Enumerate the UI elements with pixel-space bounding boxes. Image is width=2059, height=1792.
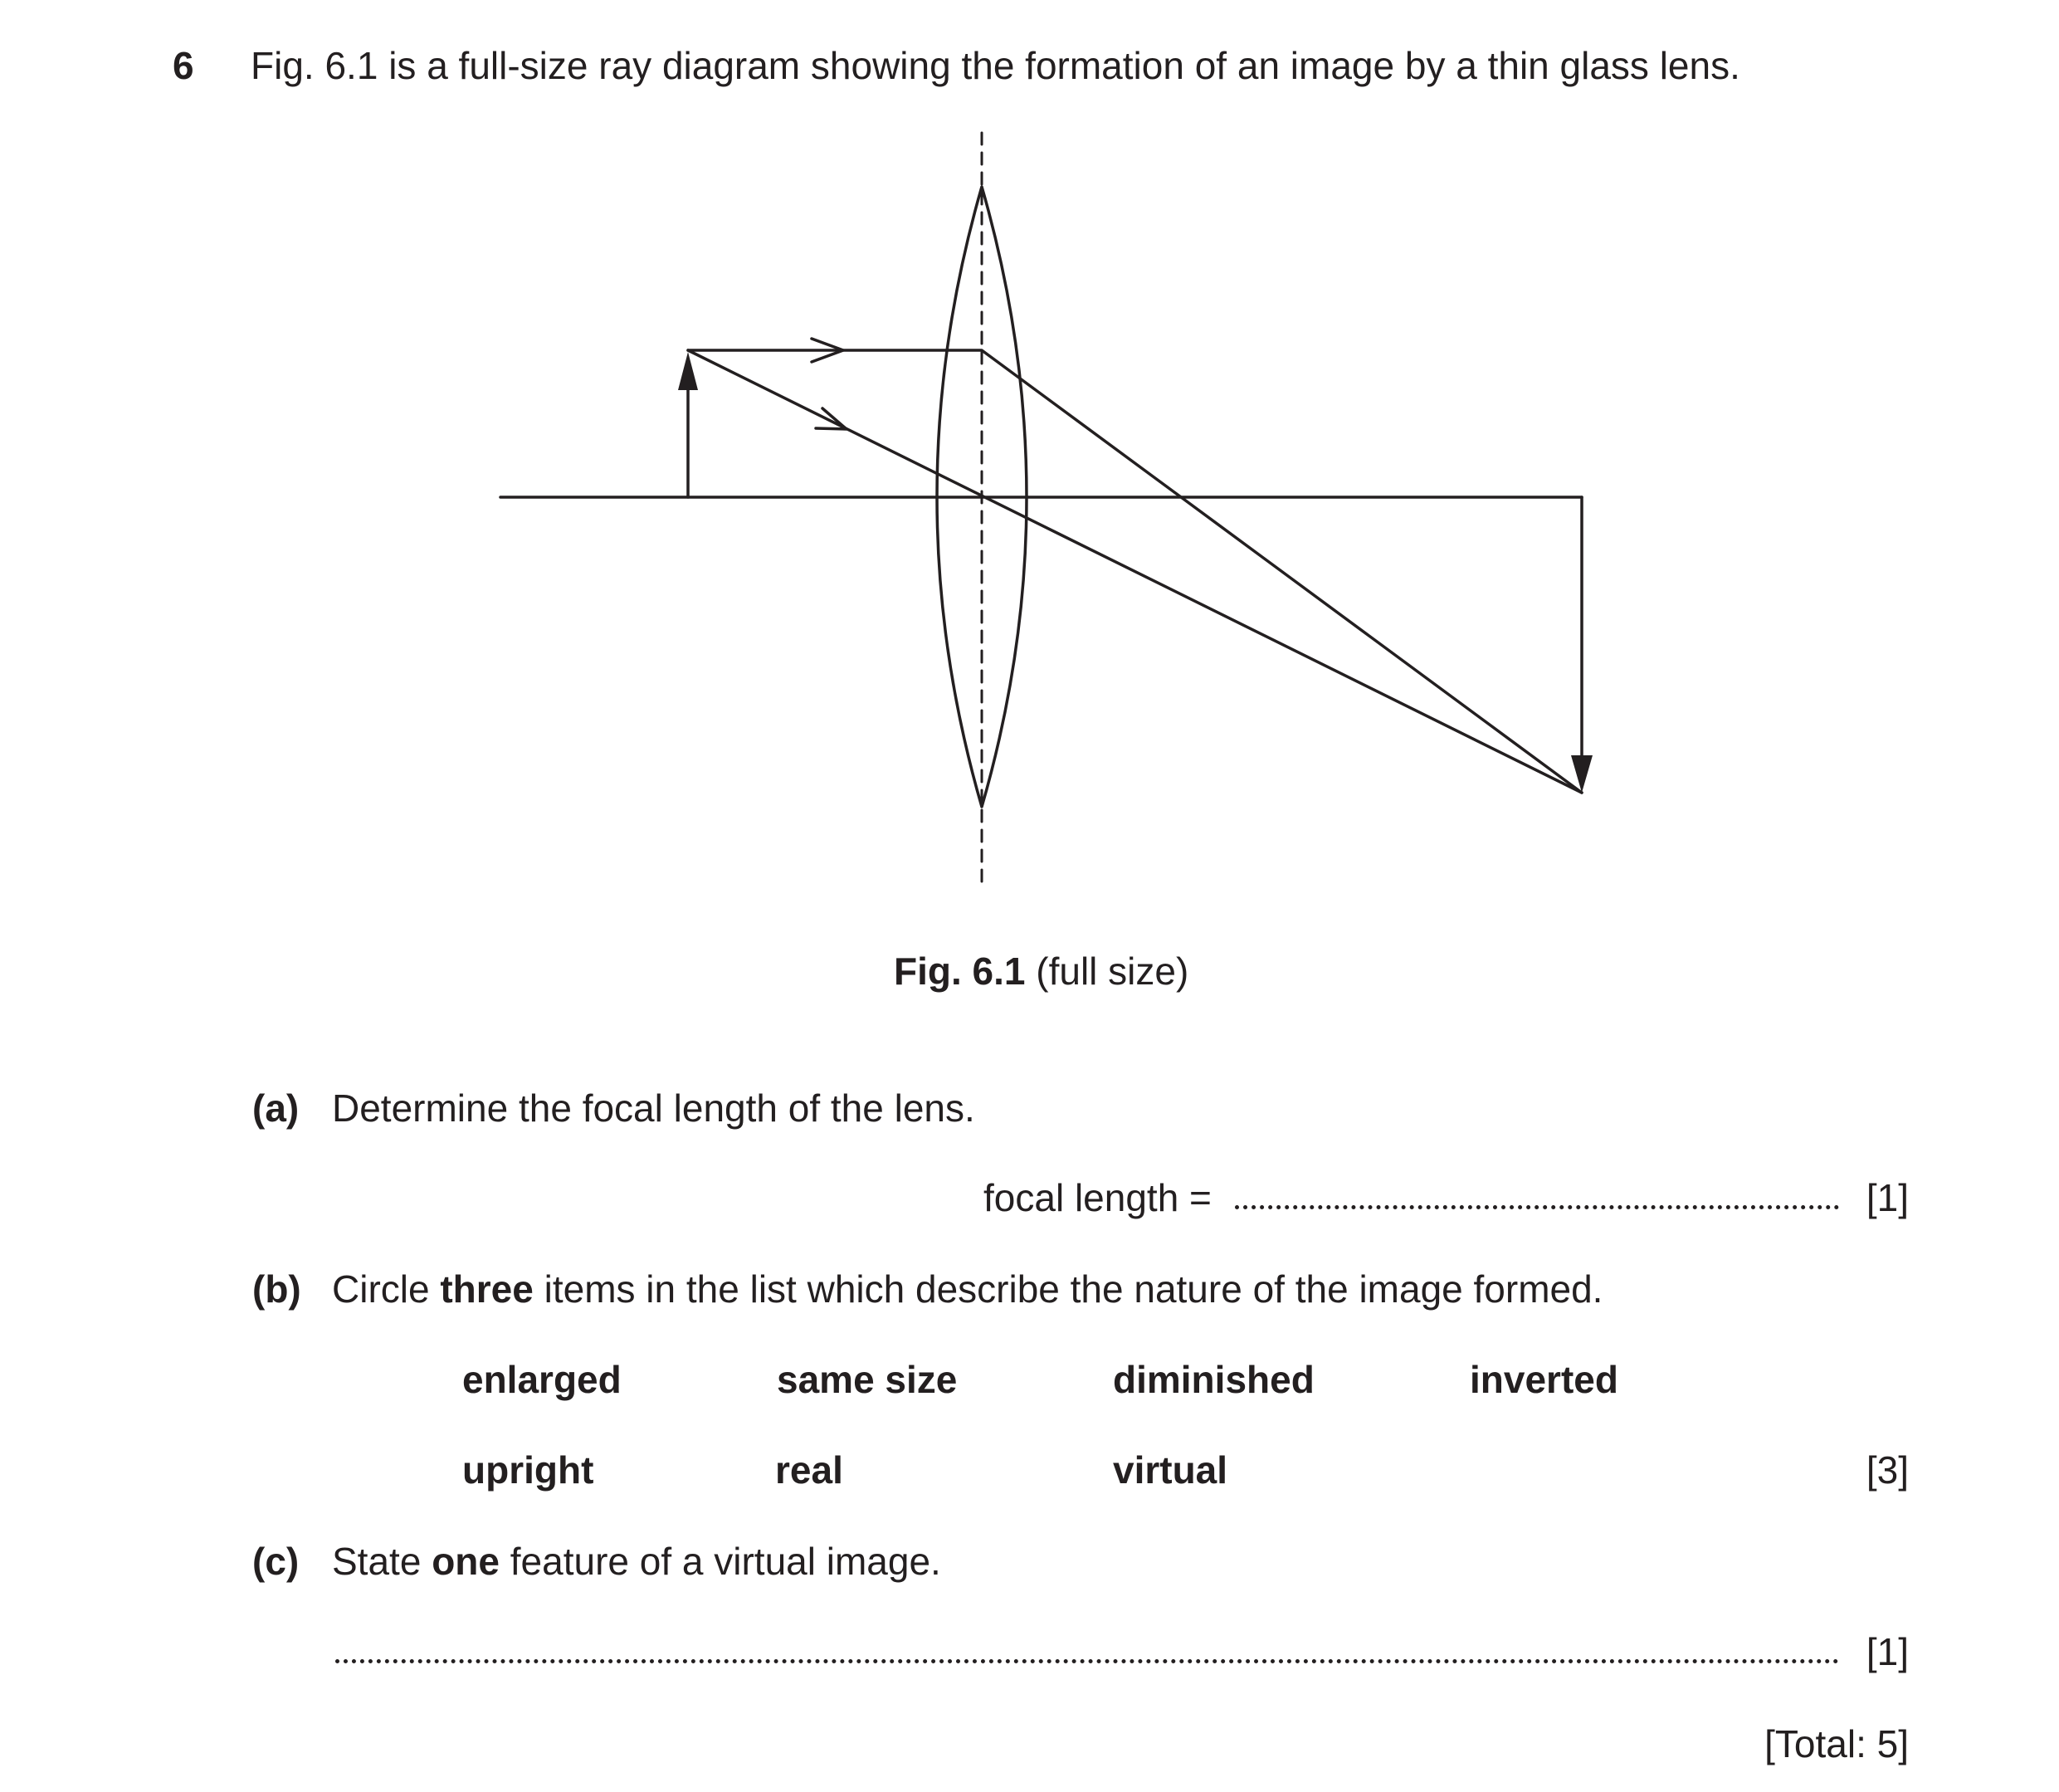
object-arrowhead: [678, 352, 698, 390]
part-b-marks: [3]: [1866, 1448, 1909, 1492]
part-c-text: [332, 1540, 941, 1583]
part-b-text-post: items in the list which describe the nature of the image formed.: [533, 1267, 1603, 1311]
part-c-text-bold: one: [432, 1540, 500, 1583]
question-intro: Fig. 6.1 is a full-size ray diagram showing the formation of an image by a thin glass lens.: [251, 44, 1740, 87]
total-marks: [Total: 5]: [1764, 1722, 1909, 1765]
part-c-label: (c): [252, 1540, 300, 1583]
option-same-size[interactable]: same size: [777, 1358, 958, 1401]
option-diminished[interactable]: diminished: [1113, 1358, 1315, 1401]
figure-caption: [894, 950, 1189, 993]
part-c-marks: [1]: [1866, 1630, 1909, 1673]
part-c-text-post: feature of a virtual image.: [499, 1540, 941, 1583]
part-b-text: [332, 1267, 1603, 1311]
part-c-answer-line[interactable]: [335, 1659, 1839, 1663]
option-real[interactable]: real: [775, 1448, 843, 1492]
ray-central-arrowhead: [816, 408, 847, 429]
part-a-text: Determine the focal length of the lens.: [332, 1086, 975, 1130]
option-upright[interactable]: upright: [462, 1448, 594, 1492]
focal-length-answer-line[interactable]: [1235, 1205, 1839, 1209]
part-a-label: (a): [252, 1086, 300, 1130]
part-a-marks: [1]: [1866, 1176, 1909, 1219]
ray-central: [688, 350, 1582, 793]
option-inverted[interactable]: inverted: [1470, 1358, 1618, 1401]
figure-caption-note: (full size): [1025, 950, 1189, 993]
part-b-text-pre: Circle: [332, 1267, 441, 1311]
part-c-text-pre: State: [332, 1540, 432, 1583]
option-enlarged[interactable]: enlarged: [462, 1358, 622, 1401]
part-b-text-bold: three: [440, 1267, 534, 1311]
focal-length-label: focal length =: [983, 1176, 1212, 1219]
question-number: 6: [173, 44, 194, 87]
option-virtual[interactable]: virtual: [1113, 1448, 1228, 1492]
figure-caption-label: Fig. 6.1: [894, 950, 1026, 993]
part-b-label: (b): [252, 1267, 301, 1311]
